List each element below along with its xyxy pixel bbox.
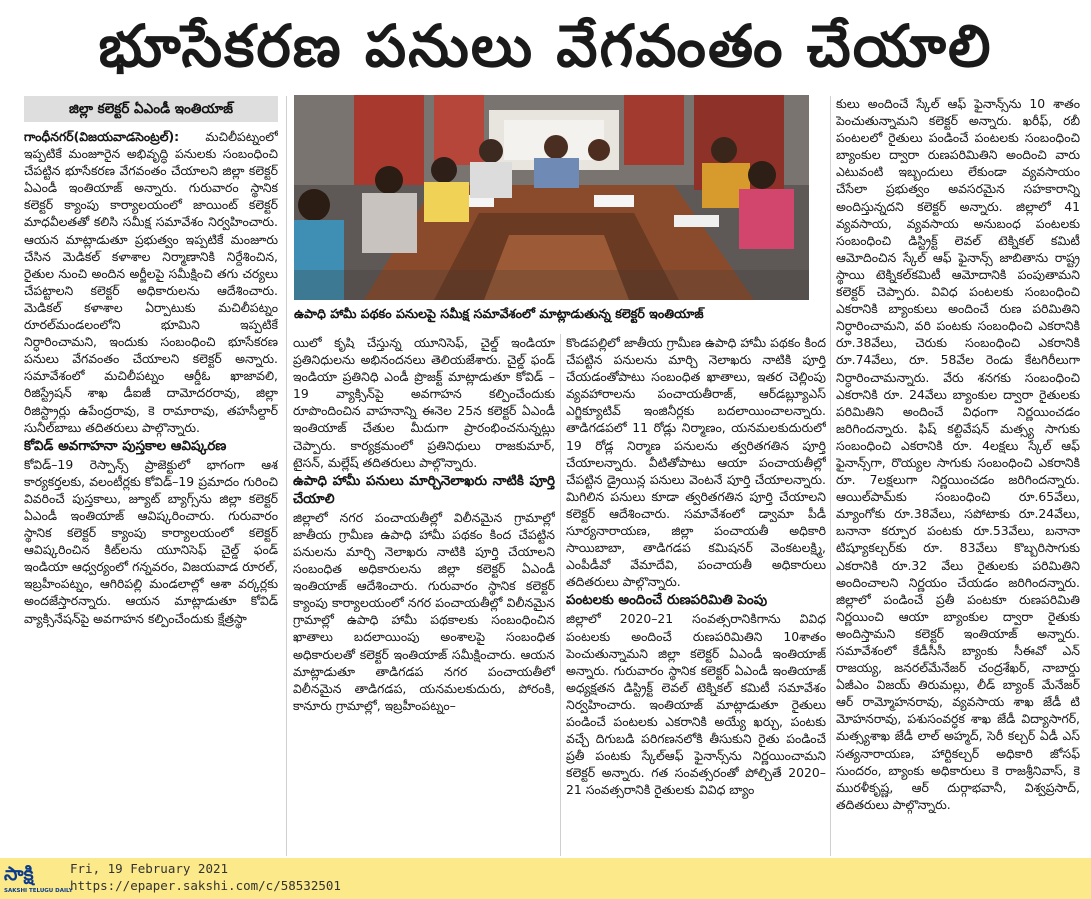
article-column-4 [836, 95, 1080, 857]
paragraph: కోవిడ్‌–19 రెస్పాన్స్‌ ప్రాజెక్టులో భాగంగా ఆశ కార్యకర్తలకు, వలంటీర్లకు కోవిడ్‌–19 ప్రమాదం గురించి వివరించే పుస్తకాలు, జ్యూట్‌ బ్యాగ్స్‌ను జిల్లా కలెక్టర్‌ ఏఎండీ ఇంతియాజ్‌ ఆవిష్కరించారు. గురువారం స్థానిక కలెక్టర్‌ క్యాంపు కార్యాలయంలో కలెక్టర్‌ ఆవిష్కరించిన కిట్‌లను యూనిసెఫ్‌ చైల్డ్‌ ఫండ్‌ ఇండియా ఆధ్వర్యంలో గన్నవరం, విజయవాడ రూరల్‌, ఇబ్రహీంపట్నం, ఆగిరిపల్లి మండలాల్లో ఆశా వర్కర్లకు అందజేస్తారన్నారు. ఆయన మాట్లాడుతూ కోవిడ్‌ వ్యాక్సినేషన్‌పై అవగాహన కల్పించేందుకు క్షేత్రస్థా [24, 456, 278, 626]
meeting-photo-illustration [294, 95, 809, 300]
dateline: గాంధీనగర్‌(విజయవాడసెంట్రల్‌): [24, 129, 180, 144]
paragraph: కొండపల్లిలో జాతీయ గ్రామీణ ఉపాధి హామీ పథకం కింద చేపట్టిన పనులను మార్చి నెలాఖరు నాటికి పూర్తి చేయడంతోపాటు సంబంధిత ఖాతాలు, ఇతర చెల్లింపు వ్యవహారాలను పంచాయతీరాజ్‌, ఆర్‌డబ్ల్యూఎస్‌ ఎగ్జిక్యూటివ్‌ ఇంజినీర్లకు బదలాయించాలన్నారు. తాడిగడపలో 11 రోడ్లు నిర్మాణం, యనమలకుదురులో 19 రోడ్ల నిర్మాణ పనులను త్వరితగతిన పూర్తి చేయాలన్నారు. వీటితోపాటు ఆయా పంచాయతీల్లో చేపట్టిన డ్రైయిన్ల పనులు వెంటనే పూర్తి చేయాలన్నారు. మిగిలిన పనులు కూడా త్వరితగతిన పూర్తి చేయాలని కలెక్టర్‌ ఆదేశించారు. సమావేశంలో డ్వామా పీడీ సూర్యనారాయణ, జిల్లా పంచాయతీ అధికారి సాయిబాబా, తాడిగడప కమిషనర్‌ వెంకటలక్ష్మి, ఎంపీడీవో వేమాదేవి, పంచాయతీ అధికారులు తదితరులు పాల్గొన్నారు. [566, 335, 826, 590]
edition-url[interactable]: https://epaper.sakshi.com/c/58532501 [70, 878, 341, 893]
subheading: ఉపాధి హామీ పనులు మార్చినెలాఖరు నాటికి పూర్తి చేయాలి [293, 473, 555, 507]
paragraph-text: మచిలీపట్నంలో ఇప్పటికే మంజూరైన అభివృద్ధి పనులకు సంబంధించి చేపట్టిన భూసేకరణ వేగవంతం చేయాలని జిల్లా కలెక్టర్‌ ఏఎండీ ఇంతియాజ్‌ అన్నారు. గురువారం స్థానిక కలెక్టర్‌ క్యాంపు కార్యాలయంలో జాయింట్‌ కలెక్టర్‌ మాధవీలతతో కలిసి సమీక్ష సమావేశం నిర్వహించారు. ఆయన మాట్లాడుతూ ప్రభుత్వం ఇప్పటికే మంజూరు చేసిన మెడికల్‌ కళాశాల నిర్మాణానికి నిర్దేశించిన, రైతుల నుంచి అందిన అర్జీలపై సమీక్షించి తగు చర్యలు చేపట్టాలని కలెక్టర్‌ అధికారులను ఆదేశించారు. మెడికల్‌ కళాశాల ఏర్పాటుకు మచిలీపట్నం రూరల్‌మండలంలోని భూమిని ఇప్పటికే నిర్ధారించామని, ఇందుకు సంబంధించి భూసేకరణ పనులు వేగవంతం చేయాలని కలెక్టర్‌ అన్నారు. సమావేశంలో మచిలీపట్నం ఆర్డీఓ ఖాజావలి, రిజిస్ట్రేషన్‌ శాఖ డీఐజీ దామోదరరావు, జిల్లా రిజిస్ట్రార్లు ఉపేంద్రరావు, కె రామారావు, తహసీల్దార్‌ సునీల్‌బాబు తదితరులు పాల్గొన్నారు. [24, 129, 278, 435]
article-column-2 [293, 334, 555, 856]
paragraph: యిలో కృషి చేస్తున్న యూనిసెఫ్‌, చైల్డ్‌ ఇండియా ప్రతినిధులను అభినందనలు తెలియజేశారు. చైల్డ్‌ ఫండ్‌ ఇండియా ప్రతినిధి ఎండీ ప్రొజక్ట్‌ మాట్లాడుతూ కోవిడ్‌ –19 వ్యాక్సిన్‌పై అవగాహన కల్పించేందుకు రూపొందించిన వాహనాన్ని ఈనెల 25న కలెక్టర్‌ ఏఎండీ ఇంతియాజ్‌ చేతుల మీదుగా ప్రారంభించనున్నట్లు చెప్పారు. కార్యక్రమంలో ప్రతినిధులు రాజకుమార్‌, టైసన్‌, మల్లేష్‌ తదితరులు పాల్గొన్నారు. [293, 335, 555, 470]
photo-caption: ఉపాధి హామీ పథకం పనులపై సమీక్ష సమావేశంలో మాట్లాడుతున్న కలెక్టర్‌ ఇంతియాజ్‌ [294, 306, 704, 321]
article-column-1 [24, 128, 278, 854]
paragraph: జిల్లాలో నగర పంచాయతీల్లో విలీనమైన గ్రామాల్లో జాతీయ గ్రామీణ ఉపాధి హామీ పథకం కింద చేపట్టిన పనులను మార్చి నెలాఖరు నాటికి పూర్తి చేయాలని సంబంధిత అధికారులను జిల్లా కలెక్టర్‌ ఏఎండీ ఇంతియాజ్‌ ఆదేశించారు. గురువారం స్థానిక కలెక్టర్‌ క్యాంపు కార్యాలయంలో నగర పంచాయతీల్లో విలీనమైన గ్రామాల్లో ఉపాధి హామీ పథకాలకు సంబంధించిన ఖాతాలు బదలాయింపు అంశాలపై సంబంధిత అధికారులతో కలెక్టర్‌ ఇంతియాజ్‌ సమీక్షించారు. ఆయన మాట్లాడుతూ తాడిగడప నగర పంచాయతీలో విలీనమైన తాడిగడప, యనమలకుదురు, పోరంకి, కానూరు గ్రామాల్లో, ఇబ్రహీంపట్నం– [293, 509, 555, 713]
subheading: పంటలకు అందించే రుణపరిమితి పెంపు [566, 593, 768, 609]
column-divider [830, 96, 831, 856]
meeting-photo [294, 95, 809, 300]
article-column-3 [566, 334, 826, 856]
sakshi-logo[interactable] [4, 863, 73, 896]
edition-date: Fri, 19 February 2021 [70, 861, 229, 876]
logo-subtitle: SAKSHI TELUGU DAILY [4, 888, 73, 894]
paragraph [24, 128, 278, 436]
paragraph: కులు అందించే స్కేల్‌ ఆఫ్‌ ఫైనాన్స్‌ను 10 శాతం పెంచుతున్నామని కలెక్టర్‌ అన్నారు. ఖరీఫ్‌, రబీ పంటలలో రైతులు పండించే పంటలకు సంబంధించి బ్యాంకుల ద్వారా రుణపరిమితిని అందించి వారు ఎటువంటి ఇబ్బందులు లేకుండా వ్యవసాయం చేసేలా ప్రభుత్వం అవసరమైన సహకారాన్ని అందిస్తున్నదని కలెక్టర్‌ అన్నారు. జిల్లాలో 41 వ్యవసాయ, వ్యవసాయ అనుబంధ పంటలకు సంబంధించి డిస్ట్రిక్ట్‌ లెవల్‌ టెక్నికల్‌ కమిటీ ఆమోదించిన స్కేల్‌ ఆఫ్‌ ఫైనాన్స్‌ జాబితాను రాష్ట్ర స్థాయి టెక్నికల్‌కమిటీ ఆమోదానికి పంపుతామని కలెక్టర్‌ చెప్పారు. వివిధ పంటలకు సంబంధించి ఎకరానికి బ్యాంకులు అందించే రుణ పరిమితిని నిర్ధారించామని, వరి పంటకు సంబంధించి ఎకరానికి రూ.38వేలు, చెరుకు సంబంధించి ఎకరానికి రూ.74వేలు, రూ. 58వేల రెండు కేటగిరీలుగా నిర్ధారించామన్నారు. వేరు శనగకు సంబంధించి ఎకరానికి రూ. 24వేలు బ్యాంకుల ద్వారా రైతులకు పరిమితిని అందించే విధంగా నిర్ణయించడం జరిగిందన్నారు. ఫిష్‌ కల్టివేషన్‌ మత్స్య సాగుకు సంబంధించి ఎకరానికి రూ. 4లక్షలు స్కేల్‌ ఆఫ్‌ ఫైనాన్స్‌గా, రొయ్యల సాగుకు సంబంధించి ఎకరానికి రూ. 7లక్షలుగా నిర్ణయించడం జరిగిందన్నారు. ఆయిల్‌పామ్‌కు సంబంధించి రూ.65వేలు, మ్యాంగోకు రూ.38వేలు, సపోటాకు రూ.24వేలు, బనానా కర్పూర పంటకు రూ.53వేలు, బనానా టిష్యూకల్చర్‌కు రూ. 83వేలు కొబ్బరిసాగుకు ఎకరానికి రూ.32 వేలు రైతులకు పరిమితిని అందించాలని నిర్ణయం చేయడం జరిగిందన్నారు. జిల్లాలో పండించే ప్రతీ పంటకూ రుణపరిమితి నిర్ణయించి ఆయా బ్యాంకుల ద్వారా రైతుకు అందిస్తామని కలెక్టర్‌ ఇంతియాజ్‌ అన్నారు. సమావేశంలో కేడీసీసీ బ్యాంకు సీఈవో ఎన్‌ రాజయ్య, జనరల్‌మేనేజర్‌ చంద్రశేఖర్‌, నాబార్డు ఏజీఎం విజయ్‌ తిరుమల్లు, లీడ్‌ బ్యాంక్‌ మేనేజర్‌ ఆర్‌ రామ్మోహనరావు, వ్యవసాయ శాఖ జేడీ టి మోహనరావు, పశుసంవర్ధక శాఖ జేడీ విద్యాసాగర్‌, మత్స్యశాఖ జేడీ లాల్‌ అహ్మద్‌, సెరీ కల్చర్‌ ఏడీ ఎస్‌ సత్యనారాయణ, హార్టికల్చర్‌ అధికారి జోసఫ్‌ సుందరం, బ్యాంకు అధికారులు కె రాజశ్రీనివాస్‌, కె మురళీకృష్ణ, ఆర్‌ దుర్గాభవానీ, విశ్వప్రసాద్‌, తదితరులు పాల్గొన్నారు. [836, 96, 1080, 812]
byline: జిల్లా కలెక్టర్‌ ఏఎండీ ఇంతియాజ్‌ [24, 96, 278, 122]
logo-text: సాక్షి [4, 863, 34, 885]
footer-bar [0, 858, 1091, 899]
column-divider [560, 334, 561, 856]
subheading: కోవిడ్‌ అవగాహనా పుస్తకాల ఆవిష్కరణ [24, 438, 227, 454]
column-divider [286, 96, 287, 856]
headline: భూసేకరణ పనులు వేగవంతం చేయాలి [98, 12, 993, 80]
paragraph: జిల్లాలో 2020–21 సంవత్సరానికిగాను వివిధ పంటలకు అందించే రుణపరిమితిని 10శాతం పెంచుతున్నామని జిల్లా కలెక్టర్‌ ఏఎండీ ఇంతియాజ్‌ అన్నారు. గురువారం స్థానిక కలెక్టర్‌ ఏఎండీ ఇంతియాజ్‌ అధ్యక్షతన డిస్ట్రిక్ట్‌ లెవల్‌ టెక్నికల్‌ కమిటీ సమావేశం నిర్వహించారు. ఇంతియాజ్‌ మాట్లాడుతూ రైతులు పండించే పంటలకు ఎకరానికి అయ్యే ఖర్చు, పంటకు వచ్చే దిగుబడి పరిగణనలోకి తీసుకుని రైతు పండించే ప్రతీ పంటకు స్కేల్‌ఆఫ్‌ ఫైనాన్స్‌ను నిర్ణయించామని కలెక్టర్‌ అన్నారు. గత సంవత్సరంతో పోల్చితే 2020–21 సంవత్సరానికి రైతులకు వివిధ బ్యాం [566, 611, 826, 798]
